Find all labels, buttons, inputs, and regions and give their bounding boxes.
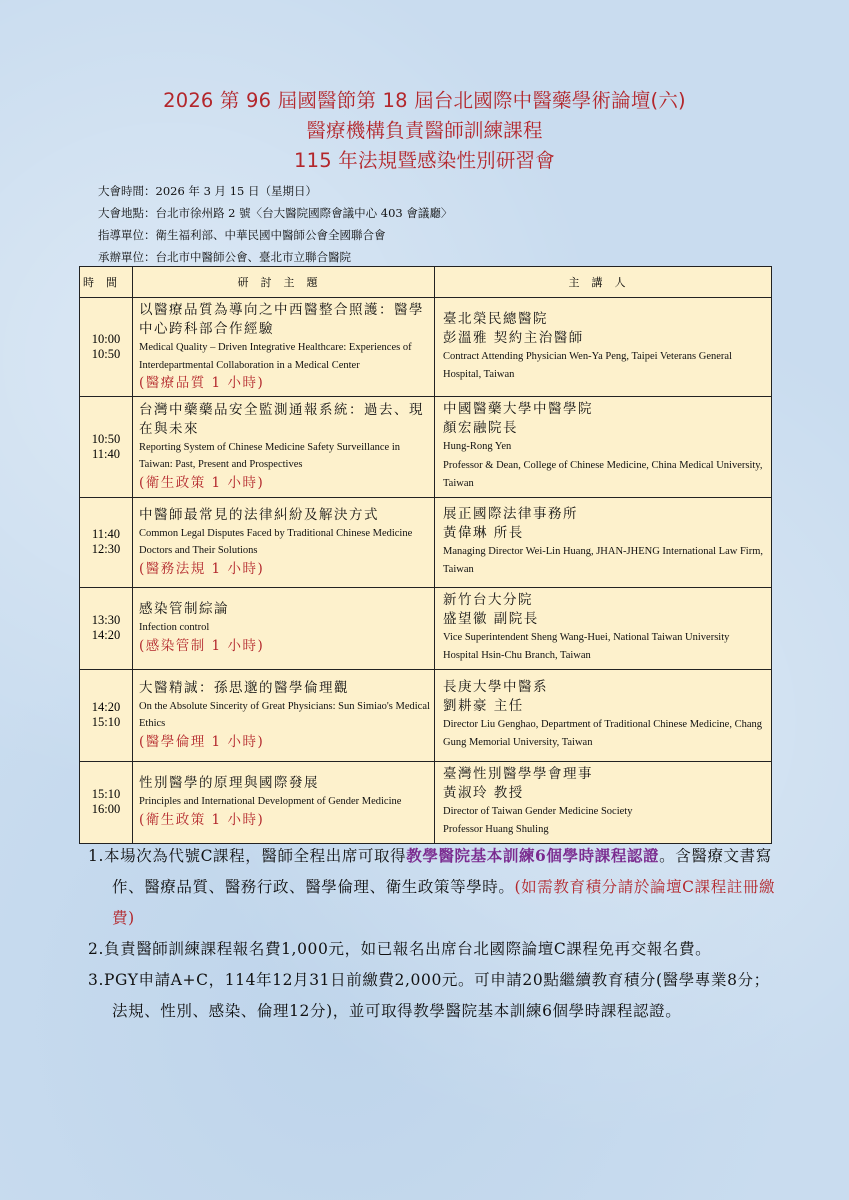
end-time: 14:20 — [91, 628, 121, 642]
table-row — [80, 497, 772, 587]
event-info — [98, 180, 452, 268]
topic-category: (醫務法規 1 小時) — [139, 560, 265, 577]
note-1-body: 。含醫療文書寫作、醫療品質、醫務行政、醫學倫理、衛生政策等學時。 — [112, 847, 772, 896]
topic-category: (衛生政策 1 小時) — [139, 811, 265, 828]
header-speaker: 主講人 — [435, 267, 772, 298]
topic-zh: 大醫精誠：孫思邈的醫學倫理觀 — [139, 679, 349, 696]
topic-cell — [133, 761, 435, 843]
start-time: 15:10 — [91, 787, 121, 801]
topic-category: (醫療品質 1 小時) — [139, 375, 265, 391]
topic-en: On the Absolute Sincerity of Great Physicians: Sun Simiao's Medical Ethics — [139, 700, 430, 729]
event-guide-unit: 指導單位：衛生福利部、中華民國中醫師公會全國聯合會 — [98, 228, 386, 242]
speaker-name: 顏宏融院長 — [443, 420, 518, 436]
topic-category: (感染管制 1 小時) — [139, 637, 265, 654]
topic-zh: 以醫療品質為導向之中西醫整合照護：醫學中心跨科部合作經驗 — [139, 302, 424, 337]
schedule-table — [79, 266, 772, 844]
note-1-text: 1.本場次為代號C課程，醫師全程出席可取得 — [88, 847, 407, 865]
document-title — [0, 86, 849, 176]
start-time: 14:20 — [91, 700, 121, 714]
speaker-en: Director Liu Genghao, Department of Traditional Chinese Medicine, Chang Gung Memorial University, Taiwan — [443, 718, 763, 748]
speaker-cell — [435, 587, 772, 669]
speaker-name: 彭溫雅 契約主治醫師 — [443, 329, 584, 346]
topic-cell — [133, 497, 435, 587]
speaker-name: 黃淑玲 教授 — [443, 784, 524, 801]
speaker-cell — [435, 761, 772, 843]
speaker-en: Hung-Rong Yen Professor & Dean, College of Chinese Medicine, China Medical University, Taiwan — [443, 441, 763, 489]
header-time: 時間 — [80, 267, 133, 298]
topic-cell — [133, 587, 435, 669]
topic-en: Common Legal Disputes Faced by Traditional Chinese Medicine Doctors and Their Solutions — [139, 527, 413, 556]
topic-cell — [133, 298, 435, 397]
event-host-unit: 承辦單位：台北市中醫師公會、臺北市立聯合醫院 — [98, 250, 351, 264]
time-cell — [80, 761, 133, 843]
speaker-en: Vice Superintendent Sheng Wang-Huei, National Taiwan University Hospital Hsin-Chu Branch, Taiwan — [443, 631, 730, 661]
event-time: 大會時間：2026 年 3 月 15 日（星期日） — [98, 184, 317, 198]
end-time: 15:10 — [91, 715, 121, 729]
speaker-name: 劉耕豪 主任 — [443, 697, 524, 714]
speaker-org: 長庚大學中醫系 — [443, 678, 548, 695]
speaker-org: 中國醫藥大學中醫學院 — [443, 401, 593, 417]
speaker-org: 展正國際法律事務所 — [443, 505, 578, 522]
topic-cell — [133, 669, 435, 761]
topic-category: (醫學倫理 1 小時) — [139, 733, 265, 750]
end-time: 11:40 — [91, 446, 120, 461]
note-2: 2.負責醫師訓練課程報名費1,000元，如已報名出席台北國際論壇C課程免再交報名費。 — [88, 940, 712, 958]
time-cell — [80, 497, 133, 587]
note-1 — [88, 840, 778, 934]
table-header-row — [80, 267, 772, 298]
time-cell — [80, 669, 133, 761]
topic-zh: 中醫師最常見的法律糾紛及解決方式 — [139, 506, 379, 523]
topic-zh: 台灣中藥藥品安全監測通報系統：過去、現在與未來 — [139, 401, 424, 437]
speaker-cell — [435, 298, 772, 397]
topic-category: (衛生政策 1 小時) — [139, 474, 265, 491]
speaker-name: 盛望徽 副院長 — [443, 610, 539, 627]
event-venue: 大會地點：台北市徐州路 2 號〈台大醫院國際會議中心 403 會議廳〉 — [98, 206, 453, 220]
topic-zh: 性別醫學的原理與國際發展 — [139, 775, 319, 792]
end-time: 16:00 — [91, 802, 121, 816]
table-row — [80, 669, 772, 761]
speaker-org: 臺灣性別醫學學會理事 — [443, 765, 593, 782]
start-time: 10:00 — [91, 332, 121, 346]
speaker-cell — [435, 397, 772, 498]
table-row — [80, 397, 772, 498]
speaker-cell — [435, 669, 772, 761]
header-topic: 研討主題 — [133, 267, 435, 298]
start-time: 11:40 — [91, 527, 120, 541]
table-row — [80, 298, 772, 397]
topic-en: Reporting System of Chinese Medicine Safety Surveillance in Taiwan: Past, Present and Prospectives — [139, 441, 400, 471]
speaker-en: Managing Director Wei-Lin Huang, JHAN-JHENG International Law Firm, Taiwan — [443, 545, 764, 575]
note-1-highlight: 教學醫院基本訓練6個學時課程認證 — [406, 846, 660, 865]
topic-en: Medical Quality – Driven Integrative Healthcare: Experiences of Interdepartmental Collaboration in a Medical Center — [139, 342, 412, 371]
start-time: 13:30 — [91, 613, 121, 627]
speaker-en: Director of Taiwan Gender Medicine Society Professor Huang Shuling — [443, 805, 633, 835]
title-line-2: 醫療機構負責醫師訓練課程 — [306, 119, 543, 142]
speaker-cell — [435, 497, 772, 587]
table-row — [80, 587, 772, 669]
time-cell — [80, 587, 133, 669]
end-time: 10:50 — [91, 347, 121, 361]
topic-en: Principles and International Development of Gender Medicine — [139, 796, 402, 808]
speaker-org: 臺北榮民總醫院 — [443, 310, 548, 327]
topic-en: Infection control — [139, 622, 210, 634]
topic-cell — [133, 397, 435, 498]
title-line-1: 2026 第 96 屆國醫節第 18 屆台北國際中醫藥學術論壇(六) — [163, 89, 686, 112]
speaker-org: 新竹台大分院 — [443, 591, 533, 608]
end-time: 12:30 — [91, 542, 121, 556]
note-1-red: (如需教育積分請於論壇C課程註冊繳費) — [112, 878, 776, 927]
topic-zh: 感染管制綜論 — [139, 601, 229, 618]
time-cell — [80, 298, 133, 397]
time-cell — [80, 397, 133, 498]
table-row — [80, 761, 772, 843]
notes-section — [88, 840, 778, 1027]
title-line-3: 115 年法規暨感染性別研習會 — [294, 149, 555, 172]
speaker-en: Contract Attending Physician Wen-Ya Peng, Taipei Veterans General Hospital, Taiwan — [443, 350, 732, 380]
start-time: 10:50 — [91, 431, 121, 446]
note-3: 3.PGY申請A+C，114年12月31日前繳費2,000元。可申請20點繼續教育積分(醫學專業8分；法規、性別、感染、倫理12分)，並可取得教學醫院基本訓練6個學時課程認證。 — [88, 971, 770, 1020]
speaker-name: 黃偉琳 所長 — [443, 524, 524, 541]
